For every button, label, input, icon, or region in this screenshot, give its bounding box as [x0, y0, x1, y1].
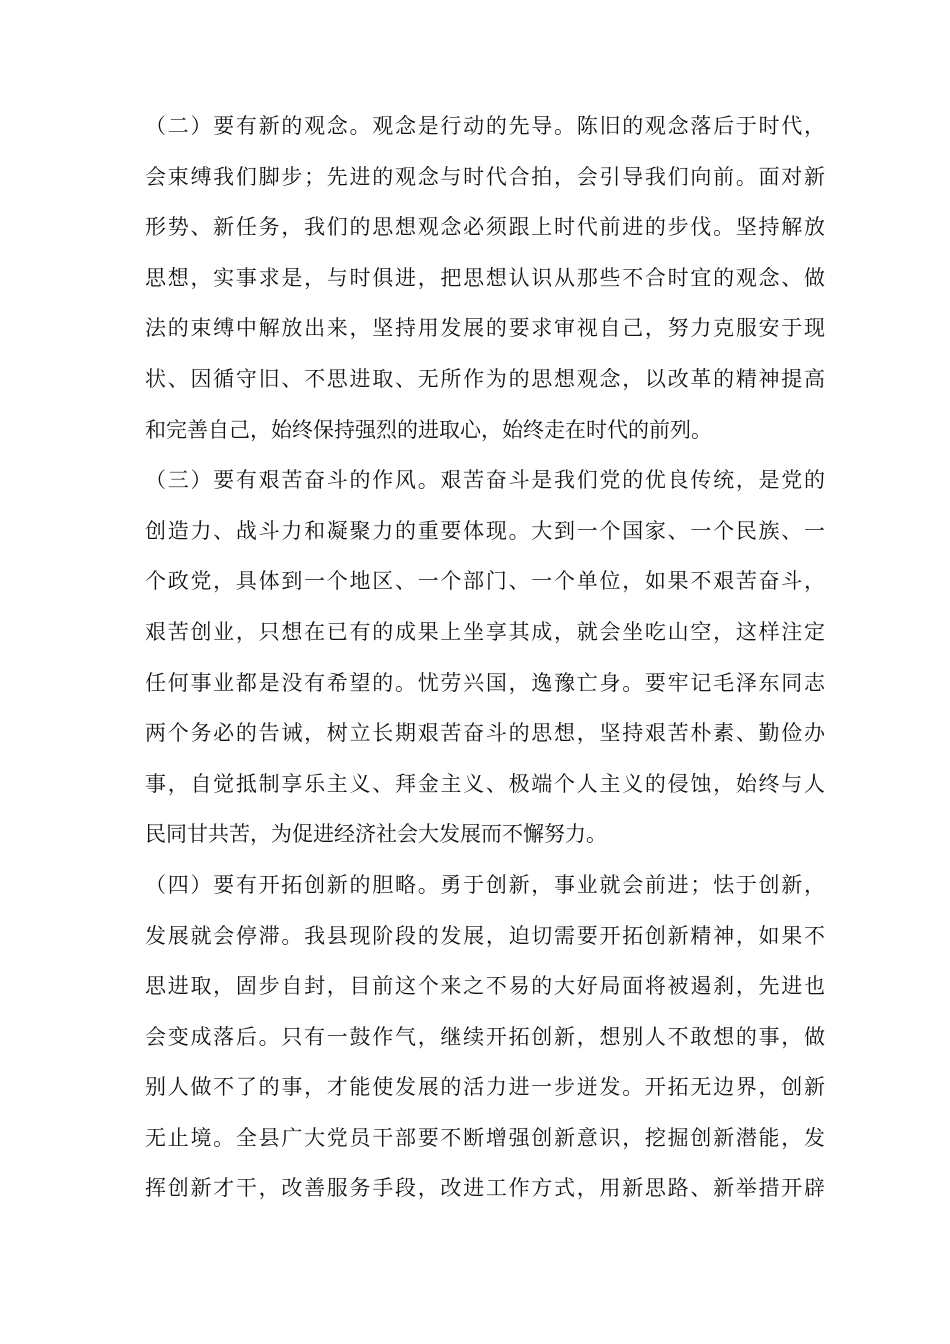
text-line: 无止境。全县广大党员干部要不断增强创新意识，挖掘创新潜能，发 — [145, 1125, 825, 1150]
text-line: 思进取，固步自封，目前这个来之不易的大好局面将被遏刹，先进也 — [145, 974, 825, 999]
text-line: （四）要有开拓创新的胆略。勇于创新，事业就会前进；怯于创新， — [145, 872, 825, 897]
text-line: 形势、新任务，我们的思想观念必须跟上时代前进的步伐。坚持解放 — [145, 215, 825, 240]
text-line: 两个务必的告诫，树立长期艰苦奋斗的思想，坚持艰苦朴素、勤俭办 — [145, 721, 825, 746]
text-line: 法的束缚中解放出来，坚持用发展的要求审视自己，努力克服安于现 — [145, 316, 825, 341]
text-line: 和完善自己，始终保持强烈的进取心，始终走在时代的前列。 — [145, 417, 712, 442]
text-line: 事，自觉抵制享乐主义、拜金主义、极端个人主义的侵蚀，始终与人 — [145, 771, 825, 796]
text-line: 创造力、战斗力和凝聚力的重要体现。大到一个国家、一个民族、一 — [145, 518, 825, 543]
text-line: 状、因循守旧、不思进取、无所作为的思想观念，以改革的精神提高 — [145, 366, 825, 391]
text-line: （三）要有艰苦奋斗的作风。艰苦奋斗是我们党的优良传统，是党的 — [145, 468, 825, 493]
text-line: 挥创新才干，改善服务手段，改进工作方式，用新思路、新举措开辟 — [145, 1176, 825, 1201]
document-page — [145, 101, 825, 1214]
text-line: 会束缚我们脚步；先进的观念与时代合拍，会引导我们向前。面对新 — [145, 164, 825, 189]
text-line: 会变成落后。只有一鼓作气，继续开拓创新，想别人不敢想的事，做 — [145, 1024, 825, 1049]
paragraph-new-concepts — [145, 101, 825, 455]
paragraph-innovation — [145, 860, 825, 1214]
text-line: （二）要有新的观念。观念是行动的先导。陈旧的观念落后于时代， — [145, 114, 825, 138]
text-line: 思想，实事求是，与时俱进，把思想认识从那些不合时宜的观念、做 — [145, 265, 825, 290]
text-line: 任何事业都是没有希望的。忧劳兴国，逸豫亡身。要牢记毛泽东同志 — [145, 670, 825, 695]
paragraph-hard-work — [145, 455, 825, 860]
text-line: 别人做不了的事，才能使发展的活力进一步迸发。开拓无边界，创新 — [145, 1075, 825, 1100]
text-line: 民同甘共苦，为促进经济社会大发展而不懈努力。 — [145, 822, 607, 847]
text-line: 个政党，具体到一个地区、一个部门、一个单位，如果不艰苦奋斗， — [145, 569, 825, 594]
text-line: 发展就会停滞。我县现阶段的发展，迫切需要开拓创新精神，如果不 — [145, 923, 825, 948]
text-line: 艰苦创业，只想在已有的成果上坐享其成，就会坐吃山空，这样注定 — [145, 619, 825, 644]
